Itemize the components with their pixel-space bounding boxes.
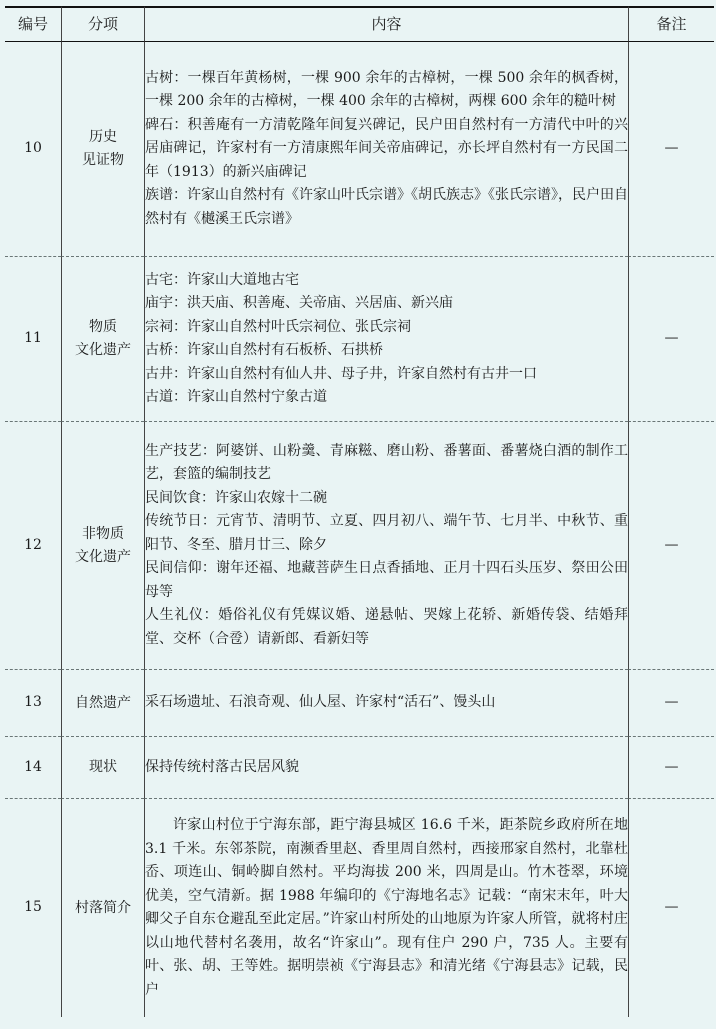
row-no: 12 xyxy=(5,422,61,670)
row-category xyxy=(61,257,144,422)
row-category xyxy=(61,42,144,257)
content-line: 人生礼仪：婚俗礼仪有凭媒议婚、递悬帖、哭嫁上花轿、新婚传袋、结婚拜堂、交杯（合卺）请新郎、看新妇等 xyxy=(145,607,628,647)
row-content xyxy=(144,257,628,422)
row-note: — xyxy=(628,737,714,799)
row-note: — xyxy=(628,422,714,670)
row-no: 13 xyxy=(5,670,61,737)
table-header-row xyxy=(5,6,714,42)
row-content xyxy=(144,670,628,737)
content-line: 族谱：许家山自然村有《许家山叶氏宗谱》《胡氏族志》《张氏宗谱》，民户田自然村有《樾溪王氏宗谱》 xyxy=(145,187,628,227)
row-content xyxy=(144,422,628,670)
row-no: 10 xyxy=(5,42,61,257)
content-line: 生产技艺：阿婆饼、山粉羹、青麻糍、磨山粉、番薯面、番薯烧白酒的制作工艺，套篮的编制技艺 xyxy=(145,442,628,483)
row-category xyxy=(61,799,144,1017)
row-note: — xyxy=(628,799,714,1017)
content-line: 古宅：许家山大道地古宅 xyxy=(145,271,299,288)
content-line: 碑石：积善庵有一方清乾隆年间复兴碑记，民户田自然村有一方清代中叶的兴居庙碑记，许家村有一方清康熙年间关帝庙碑记，亦长坪自然村有一方民国二年（1913）的新兴庙碑记 xyxy=(145,116,628,180)
table-row xyxy=(5,422,714,670)
row-content xyxy=(144,799,628,1017)
content-line: 古桥：许家山自然村有石板桥、石拱桥 xyxy=(145,342,383,358)
table-row xyxy=(5,799,714,1017)
content-line: 传统节日：元宵节、清明节、立夏、四月初八、端午节、七月半、中秋节、重阳节、冬至、腊月廿三、除夕 xyxy=(145,513,628,553)
row-category xyxy=(61,422,144,670)
content-line: 保持传统村落古民居风貌 xyxy=(145,758,299,775)
content-line: 采石场遗址、石浪奇观、仙人屋、许家村“活石”、馒头山 xyxy=(145,694,496,711)
category-line: 物质 xyxy=(89,319,117,335)
heritage-table xyxy=(5,6,714,1017)
content-line: 古道：许家山自然村宁象古道 xyxy=(145,389,327,405)
row-category xyxy=(61,737,144,799)
row-content xyxy=(144,42,628,257)
header-no: 编号 xyxy=(5,6,61,42)
row-no: 11 xyxy=(5,257,61,422)
row-note: — xyxy=(628,42,714,257)
row-content xyxy=(144,737,628,799)
category-line: 历史 xyxy=(89,129,117,145)
header-note: 备注 xyxy=(628,6,714,42)
category-line: 现状 xyxy=(89,759,117,775)
header-category: 分项 xyxy=(61,6,144,42)
content-line: 古树：一棵百年黄杨树，一棵 900 余年的古樟树，一棵 500 余年的枫香树，一棵 200 余年的古樟树，一棵 400 余年的古樟树，两棵 600 余年的糙叶树 xyxy=(145,69,628,110)
content-line: 民间饮食：许家山农嫁十二碗 xyxy=(145,489,327,506)
content-line: 宗祠：许家山自然村叶氏宗祠位、张氏宗祠 xyxy=(145,318,411,335)
content-line: 古井：许家山自然村有仙人井、母子井，许家自然村有古井一口 xyxy=(145,365,537,382)
category-line: 自然遗产 xyxy=(75,694,131,711)
category-line: 文化遗产 xyxy=(75,342,131,358)
row-no: 14 xyxy=(5,737,61,799)
header-content: 内容 xyxy=(144,6,628,42)
table-row xyxy=(5,670,714,737)
category-line: 非物质 xyxy=(82,525,124,542)
row-category xyxy=(61,670,144,737)
row-note: — xyxy=(628,257,714,422)
category-line: 文化遗产 xyxy=(75,548,131,565)
table-row xyxy=(5,42,714,257)
village-intro-paragraph: 许家山村位于宁海东部，距宁海县城区 16.6 千米，距茶院乡政府所在地 3.1 千米。东邻茶院，南濒香里赵、香里周自然村，西接邢家自然村，北靠杜岙、项连山、铜岭脚自然村。平均海拔 200 米，四周是山。竹木苍翠，环境优美，空气清新。据 1988 年编印的《宁海地名志》记载：“南宋末年，叶大卿父子自东仓避乱至此定居。”许家山村所处的山地原为许家人所管，就将村庄以山地代替村名袭用，故名“许家山”。现有住户 290 户，735 人。主要有叶、张、胡、王等姓。据明崇祯《宁海县志》和清光绪《宁海县志》记载，民户 xyxy=(145,817,628,998)
row-note: — xyxy=(628,670,714,737)
table-row xyxy=(5,737,714,799)
content-line: 庙宇：洪天庙、积善庵、关帝庙、兴居庙、新兴庙 xyxy=(145,295,453,311)
category-line: 村落简介 xyxy=(75,899,131,916)
table-row xyxy=(5,257,714,422)
row-no: 15 xyxy=(24,899,42,916)
category-line: 见证物 xyxy=(82,152,124,168)
content-line: 民间信仰：谢年还福、地藏菩萨生日点香插地、正月十四石头压岁、祭田公田母等 xyxy=(145,560,628,600)
